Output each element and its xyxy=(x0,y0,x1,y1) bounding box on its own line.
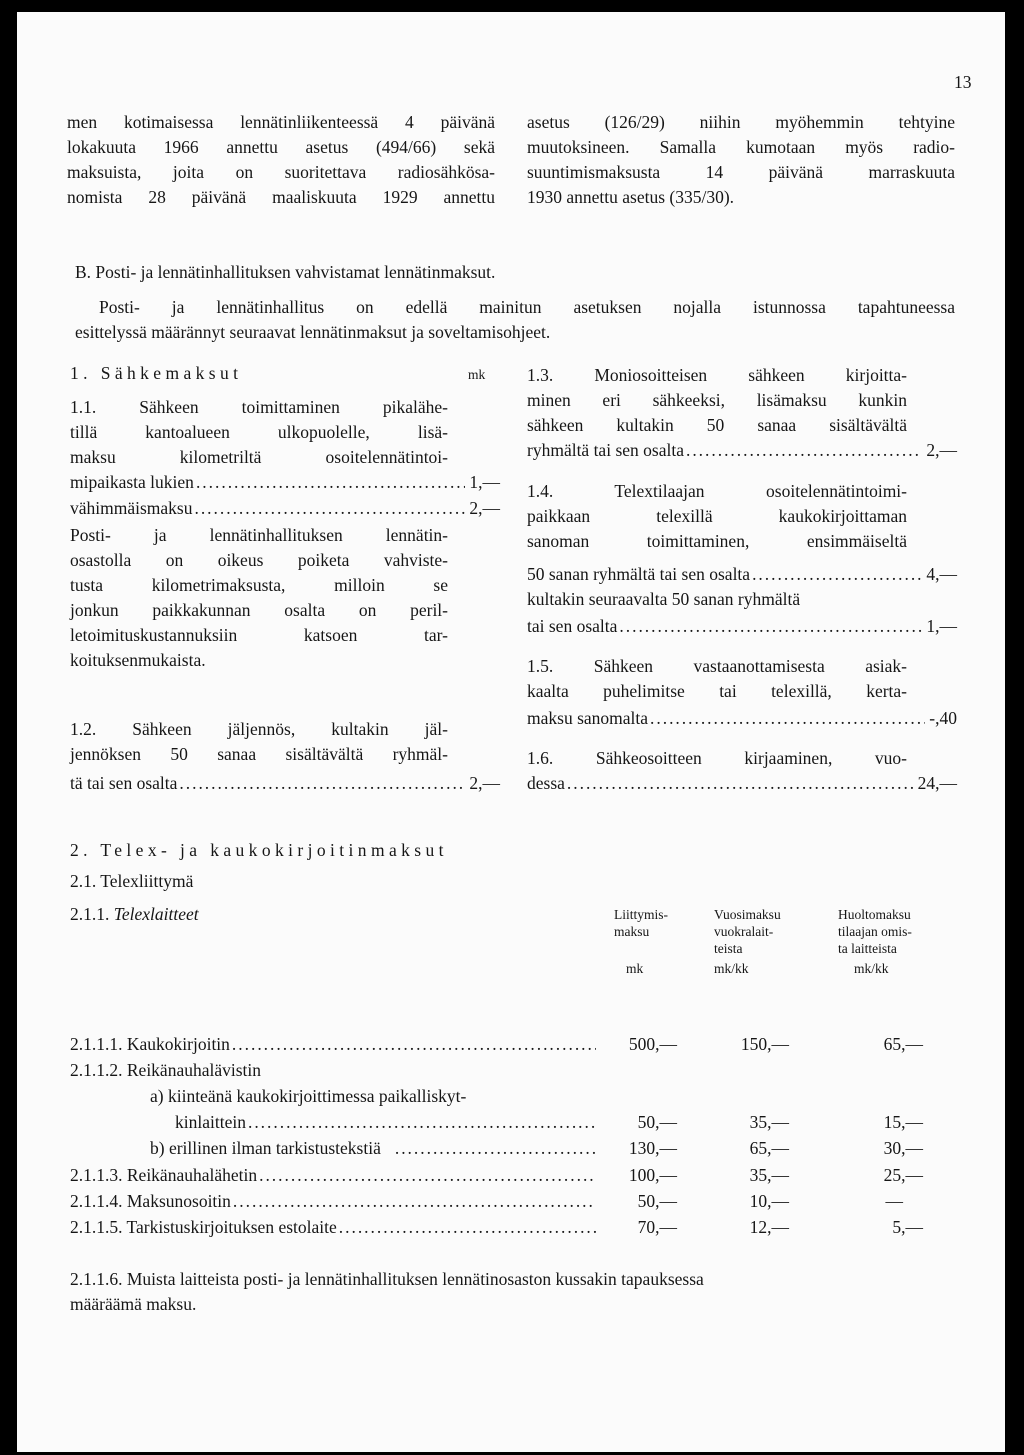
cell-service-fee: 25,— xyxy=(883,1165,923,1185)
header-line: vuokralait- xyxy=(714,924,774,939)
final-paragraph xyxy=(70,1267,950,1317)
row-value: 2,— xyxy=(926,440,957,460)
text-line: men kotimaisessa lennätinliikenteessä 4 päivänä xyxy=(67,112,495,132)
cell-annual-fee: 150,— xyxy=(740,1034,789,1054)
text-line: nomista 28 päivänä maaliskuuta 1929 annettu xyxy=(67,187,495,207)
row-label: kinlaittein xyxy=(175,1112,246,1132)
header-line: maksu xyxy=(614,924,650,939)
row-label: ryhmältä tai sen osalta xyxy=(527,440,684,460)
item-1-1-row-2 xyxy=(70,496,500,521)
table-row: a) kiinteänä kaukokirjoittimessa paikalliskyt- xyxy=(150,1086,467,1106)
header-line: teista xyxy=(714,941,743,956)
row-label: mipaikasta lukien xyxy=(70,472,194,492)
text-line: esittelyssä määrännyt seuraavat lennätinmaksut ja soveltamisohjeet. xyxy=(75,322,551,342)
item-1-1-row-1 xyxy=(70,470,500,495)
row-label: 50 sanan ryhmältä tai sen osalta xyxy=(527,564,751,584)
table-row xyxy=(70,1215,600,1240)
row-label: dessa xyxy=(527,773,565,793)
header-line: Huoltomaksu xyxy=(838,907,911,922)
row-value: 2,— xyxy=(469,773,500,793)
item-1-4-mid-line: kultakin seuraavalta 50 sanan ryhmältä xyxy=(527,589,801,609)
item-1-6-row xyxy=(527,771,957,796)
cell-service-fee: 30,— xyxy=(883,1138,923,1158)
header-line: tilaajan omis- xyxy=(838,924,912,939)
text-line: 1.1. Sähkeen toimittaminen pikalähe- xyxy=(70,397,448,417)
heading-number: 2.1.1. xyxy=(70,904,110,924)
row-value: 4,— xyxy=(926,564,957,584)
text-line: maksu kilometriltä osoitelennätintoi- xyxy=(70,447,448,467)
row-label: 2.1.1.1. Kaukokirjoitin xyxy=(70,1034,230,1054)
section-2-heading: 2. Telex- ja kaukokirjoitinmaksut xyxy=(70,840,448,860)
section-b-heading: B. Posti- ja lennätinhallituksen vahvistamat lennätinmaksut. xyxy=(75,262,496,282)
item-1-5-text xyxy=(527,654,907,704)
text-line: suuntimismaksusta 14 päivänä marraskuuta xyxy=(527,162,955,182)
cell-annual-fee: 35,— xyxy=(749,1112,789,1132)
document-page xyxy=(17,12,1005,1452)
leader-dots xyxy=(650,706,925,731)
row-value: 2,— xyxy=(469,498,500,518)
item-1-2-row xyxy=(70,771,500,796)
leader-dots xyxy=(686,438,922,463)
text-line: Posti- ja lennätinhallitus on edellä mainitun asetuksen nojalla istunnossa tapahtuneessa xyxy=(99,297,955,317)
row-label: vähimmäismaksu xyxy=(70,498,193,518)
header-line: Liittymis- xyxy=(614,907,668,922)
text-line: määräämä maksu. xyxy=(70,1294,197,1314)
leader-dots xyxy=(233,1189,596,1214)
section-2-1-1-heading xyxy=(70,902,199,927)
row-label: b) erillinen ilman tarkistustekstiä xyxy=(150,1138,381,1158)
row-value: 24,— xyxy=(917,773,957,793)
row-value: -,40 xyxy=(929,708,957,728)
header-line xyxy=(614,940,668,957)
row-label: 2.1.1.3. Reikänauhalähetin xyxy=(70,1165,258,1185)
header-line: mk xyxy=(626,961,644,976)
item-1-3-row xyxy=(527,438,957,463)
section-1-heading: 1. Sähkemaksut xyxy=(70,363,243,383)
cell-join-fee: 130,— xyxy=(628,1138,677,1158)
cell-annual-fee: 12,— xyxy=(749,1217,789,1237)
cell-join-fee: 500,— xyxy=(628,1034,677,1054)
table-row: 2.1.1.2. Reikänauhalävistin xyxy=(70,1060,262,1080)
row-label: tai sen osalta xyxy=(527,616,618,636)
row-label: maksu sanomalta xyxy=(527,708,649,728)
row-label: tä tai sen osalta xyxy=(70,773,178,793)
leader-dots xyxy=(248,1110,596,1135)
text-line: 1.5. Sähkeen vastaanottamisesta asiak- xyxy=(527,656,907,676)
section-b-paragraph xyxy=(75,295,955,345)
heading-title: Telexlaitteet xyxy=(113,904,199,924)
text-line: letoimituskustannuksiin katsoen tar- xyxy=(70,625,448,645)
cell-service-fee: — xyxy=(885,1191,903,1211)
text-line: 1930 annettu asetus (335/30). xyxy=(527,187,735,207)
text-line: maksuista, joita on suoritettava radiosähkösa- xyxy=(67,162,495,182)
row-value: 1,— xyxy=(469,472,500,492)
item-1-3-text xyxy=(527,363,907,438)
text-line: muutoksineen. Samalla kumotaan myös radio- xyxy=(527,137,955,157)
item-1-5-row xyxy=(527,706,957,731)
text-line: paikkaan telexillä kaukokirjoittaman xyxy=(527,506,907,526)
item-1-4-text xyxy=(527,479,907,554)
page-number: 13 xyxy=(954,72,972,92)
text-line: sähkeen kultakin 50 sanaa sisältävältä xyxy=(527,415,907,435)
unit-label: mk xyxy=(468,367,486,382)
cell-annual-fee: 35,— xyxy=(749,1165,789,1185)
leader-dots xyxy=(752,562,922,587)
text-line: osastolla on oikeus poiketa vahviste- xyxy=(70,550,448,570)
text-line: 1.4. Telextilaajan osoitelennätintoimi- xyxy=(527,481,907,501)
header-line: mk/kk xyxy=(714,961,749,976)
item-1-6-text xyxy=(527,746,907,771)
leader-dots xyxy=(339,1215,596,1240)
text-line: tillä kantoalueen ulkopuolelle, lisä- xyxy=(70,422,448,442)
cell-service-fee: 65,— xyxy=(883,1034,923,1054)
item-1-4-row-1 xyxy=(527,562,957,587)
item-1-2-text xyxy=(70,717,448,767)
row-value: 1,— xyxy=(926,616,957,636)
text-line: jonkun paikkakunnan osalta on peril- xyxy=(70,600,448,620)
table-row xyxy=(70,1032,600,1057)
leader-dots xyxy=(232,1032,596,1057)
header-line: Vuosimaksu xyxy=(714,907,781,922)
text-line: koituksenmukaista. xyxy=(70,650,206,670)
row-label: 2.1.1.5. Tarkistuskirjoituksen estolaite xyxy=(70,1217,337,1237)
item-1-1-note xyxy=(70,523,448,673)
table-row xyxy=(70,1189,600,1214)
text-line: sanoman toimittaminen, ensimmäiseltä xyxy=(527,531,907,551)
item-1-4-row-2 xyxy=(527,614,957,639)
leader-dots xyxy=(619,614,922,639)
table-row xyxy=(175,1110,600,1135)
intro-left-column xyxy=(67,110,495,210)
row-label: 2.1.1.4. Maksunosoitin xyxy=(70,1191,231,1211)
table-row xyxy=(150,1136,600,1161)
text-line: kaalta puhelimitse tai telexillä, kerta- xyxy=(527,681,907,701)
cell-join-fee: 100,— xyxy=(628,1165,677,1185)
leader-dots xyxy=(196,470,465,495)
text-line: 1.3. Moniosoitteisen sähkeen kirjoitta- xyxy=(527,365,907,385)
table-row xyxy=(70,1163,600,1188)
column-header-1 xyxy=(614,906,668,977)
cell-annual-fee: 65,— xyxy=(749,1138,789,1158)
text-line: minen eri sähkeeksi, lisämaksu kunkin xyxy=(527,390,907,410)
cell-annual-fee: 10,— xyxy=(749,1191,789,1211)
leader-dots xyxy=(395,1136,596,1161)
cell-join-fee: 50,— xyxy=(637,1112,677,1132)
text-line: 2.1.1.6. Muista laitteista posti- ja lennätinhallituksen lennätinosaston kussakin tapauksessa xyxy=(70,1269,704,1289)
text-line: 1.2. Sähkeen jäljennös, kultakin jäl- xyxy=(70,719,448,739)
header-line: ta laitteista xyxy=(838,941,897,956)
header-line: mk/kk xyxy=(854,961,889,976)
leader-dots xyxy=(567,771,914,796)
section-2-1-heading: 2.1. Telexliittymä xyxy=(70,871,194,891)
leader-dots xyxy=(259,1163,596,1188)
text-line: tusta kilometrimaksusta, milloin se xyxy=(70,575,448,595)
cell-join-fee: 50,— xyxy=(637,1191,677,1211)
cell-join-fee: 70,— xyxy=(637,1217,677,1237)
intro-right-column xyxy=(527,110,955,210)
leader-dots xyxy=(179,771,465,796)
item-1-1-text xyxy=(70,395,448,470)
text-line: lokakuuta 1966 annettu asetus (494/66) sekä xyxy=(67,137,495,157)
text-line: 1.6. Sähkeosoitteen kirjaaminen, vuo- xyxy=(527,748,907,768)
text-line: jennöksen 50 sanaa sisältävältä ryhmäl- xyxy=(70,744,448,764)
cell-service-fee: 15,— xyxy=(883,1112,923,1132)
column-header-3 xyxy=(838,906,912,977)
text-line: Posti- ja lennätinhallituksen lennätin- xyxy=(70,525,448,545)
cell-service-fee: 5,— xyxy=(892,1217,923,1237)
text-line: asetus (126/29) niihin myöhemmin tehtyine xyxy=(527,112,955,132)
column-header-2 xyxy=(714,906,781,977)
leader-dots xyxy=(194,496,465,521)
